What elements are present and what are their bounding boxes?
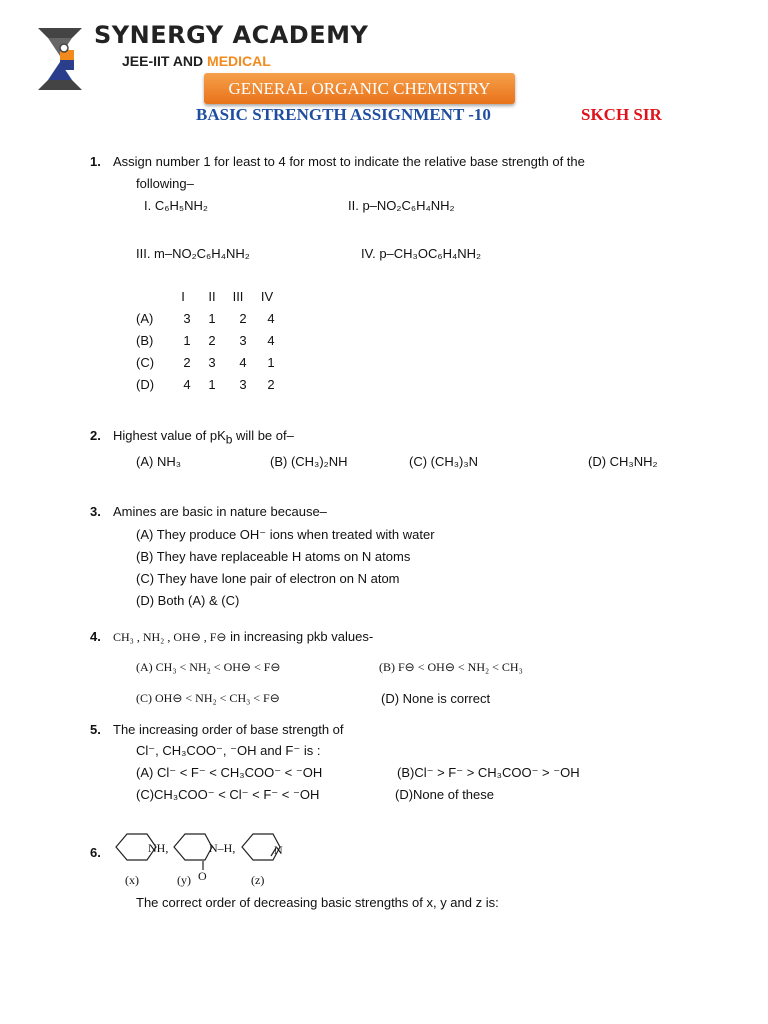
q1-cell: 2 xyxy=(208,333,216,348)
q4-text: in increasing pkb values- xyxy=(226,629,374,644)
topic-banner: GENERAL ORGANIC CHEMISTRY xyxy=(204,73,515,104)
q1-item-2: II. p–NO₂C₆H₄NH₂ xyxy=(348,198,455,213)
academy-logo xyxy=(36,28,88,90)
q2-text-end: will be of– xyxy=(232,428,294,443)
q5-text-2: Cl⁻, CH₃COO⁻, ⁻OH and F⁻ is : xyxy=(136,743,321,758)
q4-option-c: (C) OH⊖ < NH₂ < CH₃ < F⊖ xyxy=(136,691,280,705)
q1-number: 1. xyxy=(90,154,101,169)
atom-label: N xyxy=(274,843,283,857)
q2-number: 2. xyxy=(90,428,101,443)
q1-cell: 4 xyxy=(267,311,275,326)
q1-col-header: IV xyxy=(260,289,274,304)
q2-option-c: (C) (CH₃)₃N xyxy=(409,454,479,469)
tagline-text: JEE-IIT AND xyxy=(122,53,208,69)
q5-option-b: (B)Cl⁻ > F⁻ > CH₃COO⁻ > ⁻OH xyxy=(397,765,580,780)
assignment-title: BASIC STRENGTH ASSIGNMENT -10 xyxy=(196,105,491,124)
q1-cell: 2 xyxy=(239,311,247,326)
q1-item-4: IV. p–CH₃OC₆H₄NH₂ xyxy=(361,246,482,261)
q5-number: 5. xyxy=(90,722,101,737)
q1-col-header: II xyxy=(208,289,216,304)
q2-option-a: (A) NH₃ xyxy=(136,454,182,469)
q5-option-a: (A) Cl⁻ < F⁻ < CH₃COO⁻ < ⁻OH xyxy=(136,765,323,780)
q2-option-d: (D) CH₃NH₂ xyxy=(588,454,658,469)
q1-cell: 4 xyxy=(183,377,191,392)
atom-label: N–H, xyxy=(209,841,236,855)
author-name: SKCH SIR xyxy=(581,105,662,124)
q3-option-d: (D) Both (A) & (C) xyxy=(136,593,240,608)
q6-ring-structures xyxy=(112,830,302,890)
q3-number: 3. xyxy=(90,504,101,519)
q1-item-1: I. C₆H₅NH₂ xyxy=(144,198,208,213)
q4-question xyxy=(113,628,373,646)
q4-species: CH₃ , NH₂ , OH⊖ , F⊖ xyxy=(113,630,227,644)
q1-col-header: I xyxy=(181,289,185,304)
q1-cell: 1 xyxy=(208,377,216,392)
q4-number: 4. xyxy=(90,629,101,644)
q1-col-header: III xyxy=(232,289,244,304)
q4-option-d: (D) None is correct xyxy=(381,691,491,706)
q1-item-3: III. m–NO₂C₆H₄NH₂ xyxy=(136,246,250,261)
q1-text-2: following– xyxy=(136,176,194,191)
q1-cell: 3 xyxy=(239,377,247,392)
q2-text-main: Highest value of pK xyxy=(113,428,226,443)
atom-label: O xyxy=(198,869,207,883)
q1-cell: 4 xyxy=(239,355,247,370)
q5-option-d: (D)None of these xyxy=(395,787,494,802)
q1-cell: 4 xyxy=(267,333,275,348)
q4-option-a: (A) CH₃ < NH₂ < OH⊖ < F⊖ xyxy=(136,660,281,674)
q1-row-label: (B) xyxy=(136,333,154,348)
q2-option-b: (B) (CH₃)₂NH xyxy=(270,454,348,469)
q5-option-c: (C)CH₃COO⁻ < Cl⁻ < F⁻ < ⁻OH xyxy=(136,787,320,802)
q4-option-b: (B) F⊖ < OH⊖ < NH₂ < CH₃ xyxy=(379,660,523,674)
tagline xyxy=(122,53,271,69)
q1-cell: 2 xyxy=(267,377,275,392)
q1-cell: 1 xyxy=(267,355,275,370)
structure-label-z: (z) xyxy=(251,873,265,887)
q6-text: The correct order of decreasing basic strengths of x, y and z is: xyxy=(136,895,499,910)
q5-text: The increasing order of base strength of xyxy=(113,722,344,737)
structure-label-y: (y) xyxy=(177,873,191,887)
brand-name: SYNERGY ACADEMY xyxy=(94,21,369,49)
q1-cell: 2 xyxy=(183,355,191,370)
q1-cell: 3 xyxy=(239,333,247,348)
q1-cell: 3 xyxy=(183,311,191,326)
q1-row-label: (C) xyxy=(136,355,155,370)
q1-cell: 1 xyxy=(183,333,191,348)
q6-number: 6. xyxy=(90,845,101,860)
atom-label: NH, xyxy=(148,841,169,855)
q1-cell: 1 xyxy=(208,311,216,326)
q1-cell: 3 xyxy=(208,355,216,370)
q2-text xyxy=(113,428,294,447)
tagline-medical: MEDICAL xyxy=(207,53,271,69)
q1-row-label: (D) xyxy=(136,377,155,392)
q1-row-label: (A) xyxy=(136,311,154,326)
q3-option-b: (B) They have replaceable H atoms on N atoms xyxy=(136,549,411,564)
q2-text-sub: b xyxy=(225,432,233,447)
q3-text: Amines are basic in nature because– xyxy=(113,504,327,519)
structure-label-x: (x) xyxy=(125,873,139,887)
q3-option-a: (A) They produce OH⁻ ions when treated with water xyxy=(136,527,435,542)
q1-text: Assign number 1 for least to 4 for most to indicate the relative base strength of the xyxy=(113,154,585,169)
q3-option-c: (C) They have lone pair of electron on N atom xyxy=(136,571,400,586)
piperidinone-ring xyxy=(174,834,212,860)
